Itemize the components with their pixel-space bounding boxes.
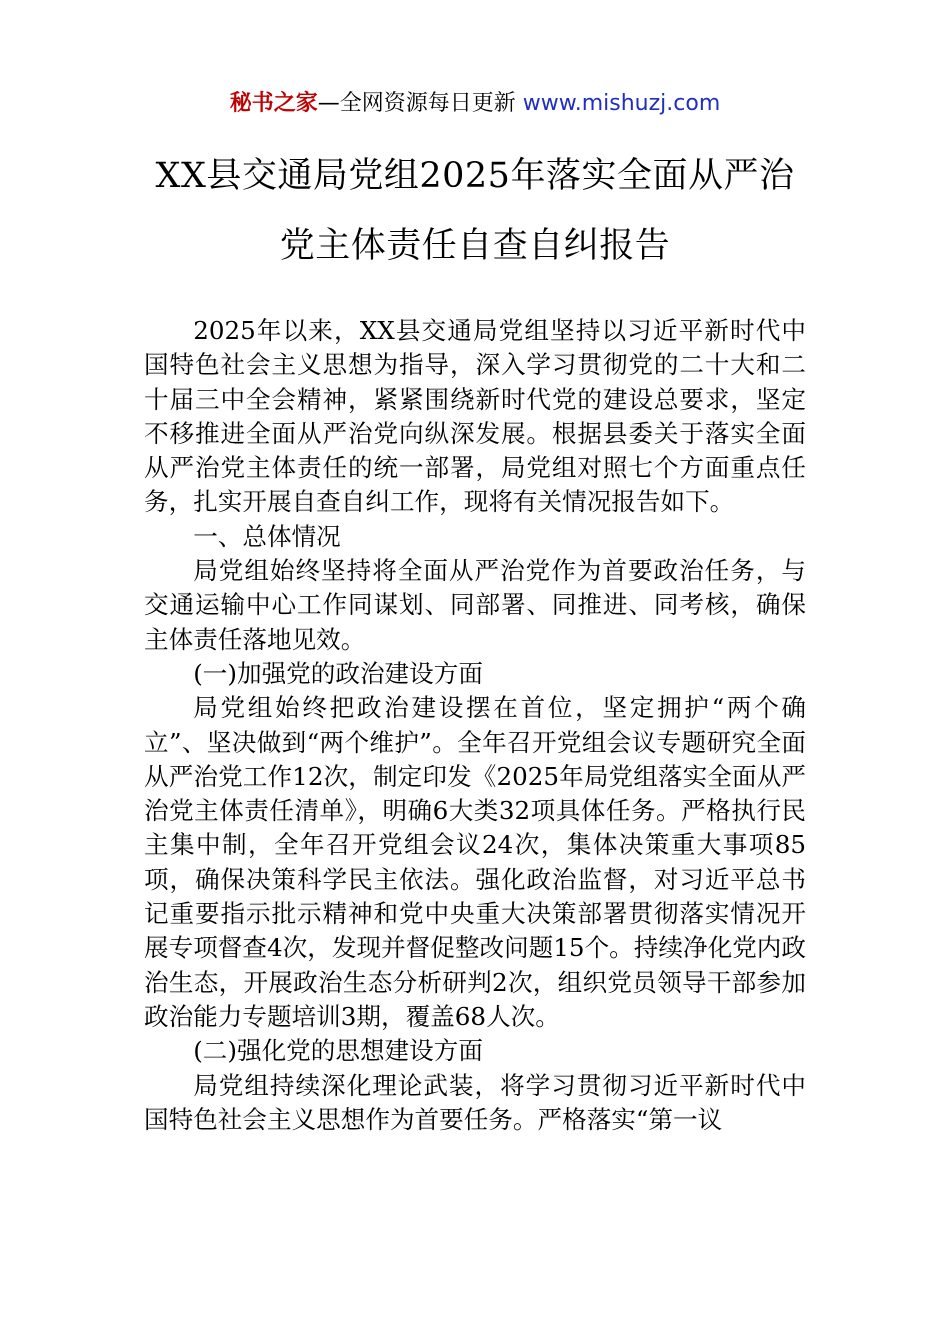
section-heading-overall: 一、总体情况: [193, 521, 341, 551]
site-brand: 秘书之家: [229, 91, 318, 116]
subsection-heading-ideological: (二)强化党的思想建设方面: [193, 1036, 483, 1066]
document-title-line-1: XX县交通局党组2025年落实全面从严治: [155, 156, 795, 196]
paragraph-overall: 局党组始终坚持将全面从严治党作为首要政治任务，与交通运输中心工作同谋划、同部署、同推进、同考核，确保主体责任落地见效。: [144, 556, 806, 654]
document-title-line-2: 党主体责任自查自纠报告: [279, 226, 671, 266]
site-header: [0, 88, 950, 120]
site-url-link[interactable]: www.mishuzj.com: [522, 91, 721, 116]
paragraph-political: 局党组始终把政治建设摆在首位，坚定拥护“两个确立”、坚决做到“两个维护”。全年召开党组会议专题研究全面从严治党工作12次，制定印发《2025年局党组落实全面从严治党主体责任清单》，明确6大类32项具体任务。严格执行民主集中制，全年召开党组会议24次，集体决策重大事项85项，确保决策科学民主依法。强化政治监督，对习近平总书记重要指示批示精神和党中央重大决策部署贯彻落实情况开展专项督查4次，发现并督促整改问题15个。持续净化党内政治生态，开展政治生态分析研判2次，组织党员领导干部参加政治能力专题培训3期，覆盖68人次。: [144, 693, 806, 1031]
document-body: [144, 314, 806, 1137]
site-tagline: —全网资源每日更新: [317, 91, 523, 116]
paragraph-intro: 2025年以来，XX县交通局党组坚持以习近平新时代中国特色社会主义思想为指导，深入学习贯彻党的二十大和二十届三中全会精神，紧紧围绕新时代党的建设总要求，坚定不移推进全面从严治党向纵深发展。根据县委关于落实全面从严治党主体责任的统一部署，局党组对照七个方面重点任务，扎实开展自查自纠工作，现将有关情况报告如下。: [144, 316, 806, 517]
subsection-heading-political: (一)加强党的政治建设方面: [193, 658, 483, 688]
paragraph-ideological: 局党组持续深化理论武装，将学习贯彻习近平新时代中国特色社会主义思想作为首要任务。严格落实“第一议: [144, 1070, 806, 1134]
